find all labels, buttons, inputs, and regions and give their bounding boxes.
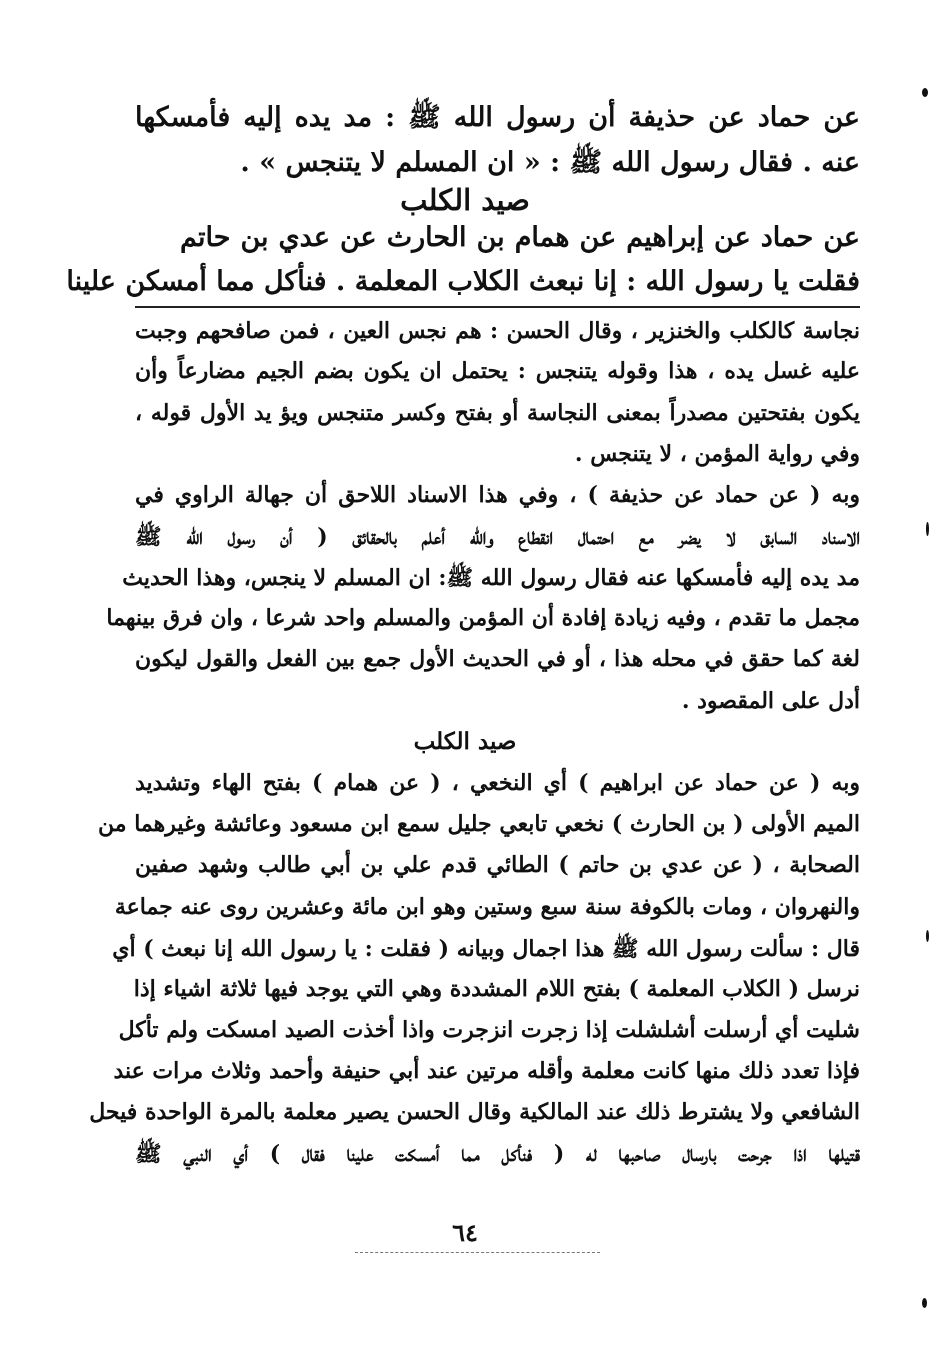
page-number: ٦٤ — [452, 1218, 478, 1247]
commentary-line: الشافعي ولا يشترط ذلك عند المالكية وقال الحسن يصير معلمة بالمرة الواحدة فيحل — [89, 1099, 860, 1125]
commentary-line: الصحابة ، ( عن عدي بن حاتم ) الطائي قدم علي بن أبي طالب وشهد صفين — [135, 852, 860, 878]
section-heading: صيد الكلب — [400, 183, 530, 217]
commentary-line: قتيلها اذا جرحت بارسال صاحبها له ( فنأكل مما أمسكت علينا فقال ) أي النبي ﷺ — [135, 1141, 860, 1167]
commentary-line: شليت أي أرسلت أشلشلت إذا زجرت انزجرت واذا أخذت الصيد امسكت ولم تأكل — [118, 1017, 860, 1043]
page-number-rule — [355, 1252, 600, 1253]
main-text-line: عنه . فقال رسول الله ﷺ : « ان المسلم لا يتنجس » . — [240, 147, 860, 178]
commentary-line: نجاسة كالكلب والخنزير ، وقال الحسن : هم نجس العين ، فمن صافحهم وجبت — [135, 318, 860, 344]
main-text-line: عن حماد عن حذيفة أن رسول الله ﷺ : مد يده إليه فأمسكها — [135, 102, 860, 133]
commentary-line: وفي رواية المؤمن ، لا يتنجس . — [574, 441, 860, 467]
section-heading: صيد الكلب — [413, 728, 517, 755]
footnote-divider — [135, 306, 860, 308]
commentary-line: والنهروان ، ومات بالكوفة سنة سبع وستين وهو ابن مائة وعشرين روى عنه جماعة — [114, 894, 860, 920]
scan-mark — [922, 88, 928, 97]
scan-mark — [922, 1298, 927, 1308]
commentary-line: مجمل ما تقدم ، وفيه زيادة إفادة أن المؤمن والمسلم واحد شرعا ، وان فرق بينهما — [106, 605, 860, 631]
commentary-line: الميم الأولى ( بن الحارث ) نخعي تابعي جليل سمع ابن مسعود وعائشة وغيرهما من — [98, 811, 860, 837]
scan-mark — [926, 522, 929, 536]
main-text-line: فقلت يا رسول الله : إنا نبعث الكلاب المعلمة . فنأكل مما أمسكن علينا — [66, 266, 860, 297]
commentary-line: أدل على المقصود . — [681, 688, 860, 714]
main-text-line: عن حماد عن إبراهيم عن همام بن الحارث عن عدي بن حاتم — [180, 222, 860, 253]
scan-mark — [926, 930, 929, 942]
commentary-line: الاسناد السابق لا يضر مع احتمال انقطاع والله أعلم بالحقائق ( أن رسول الله ﷺ — [135, 524, 860, 550]
commentary-line: قال : سألت رسول الله ﷺ هذا اجمال وبيانه ( فقلت : يا رسول الله إنا نبعث ) أي — [112, 936, 860, 962]
commentary-line: مد يده إليه فأمسكها عنه فقال رسول الله ﷺ: ان المسلم لا ينجس، وهذا الحديث — [122, 565, 860, 591]
commentary-line: عليه غسل يده ، هذا وقوله يتنجس : يحتمل ان يكون بضم الجيم مضارعاً وأن — [135, 358, 860, 384]
commentary-line: يكون بفتحتين مصدراً بمعنى النجاسة أو بفتح وكسر متنجس ويؤ يد الأول قوله ، — [135, 400, 860, 426]
commentary-line: وبه ( عن حماد عن حذيفة ) ، وفي هذا الاسناد اللاحق أن جهالة الراوي في — [135, 482, 860, 508]
commentary-line: نرسل ( الكلاب المعلمة ) بفتح اللام المشددة وهي التي يوجد فيها ثلاثة اشياء إذا — [133, 976, 860, 1002]
commentary-line: وبه ( عن حماد عن ابراهيم ) أي النخعي ، ( عن همام ) بفتح الهاء وتشديد — [135, 770, 860, 796]
commentary-line: فإذا تعدد ذلك منها كانت معلمة وأقله مرتين عند أبي حنيفة وأحمد وثلاث مرات عند — [113, 1058, 860, 1084]
commentary-line: لغة كما حقق في محله هذا ، أو في الحديث الأول جمع بين الفعل والقول ليكون — [135, 646, 860, 672]
